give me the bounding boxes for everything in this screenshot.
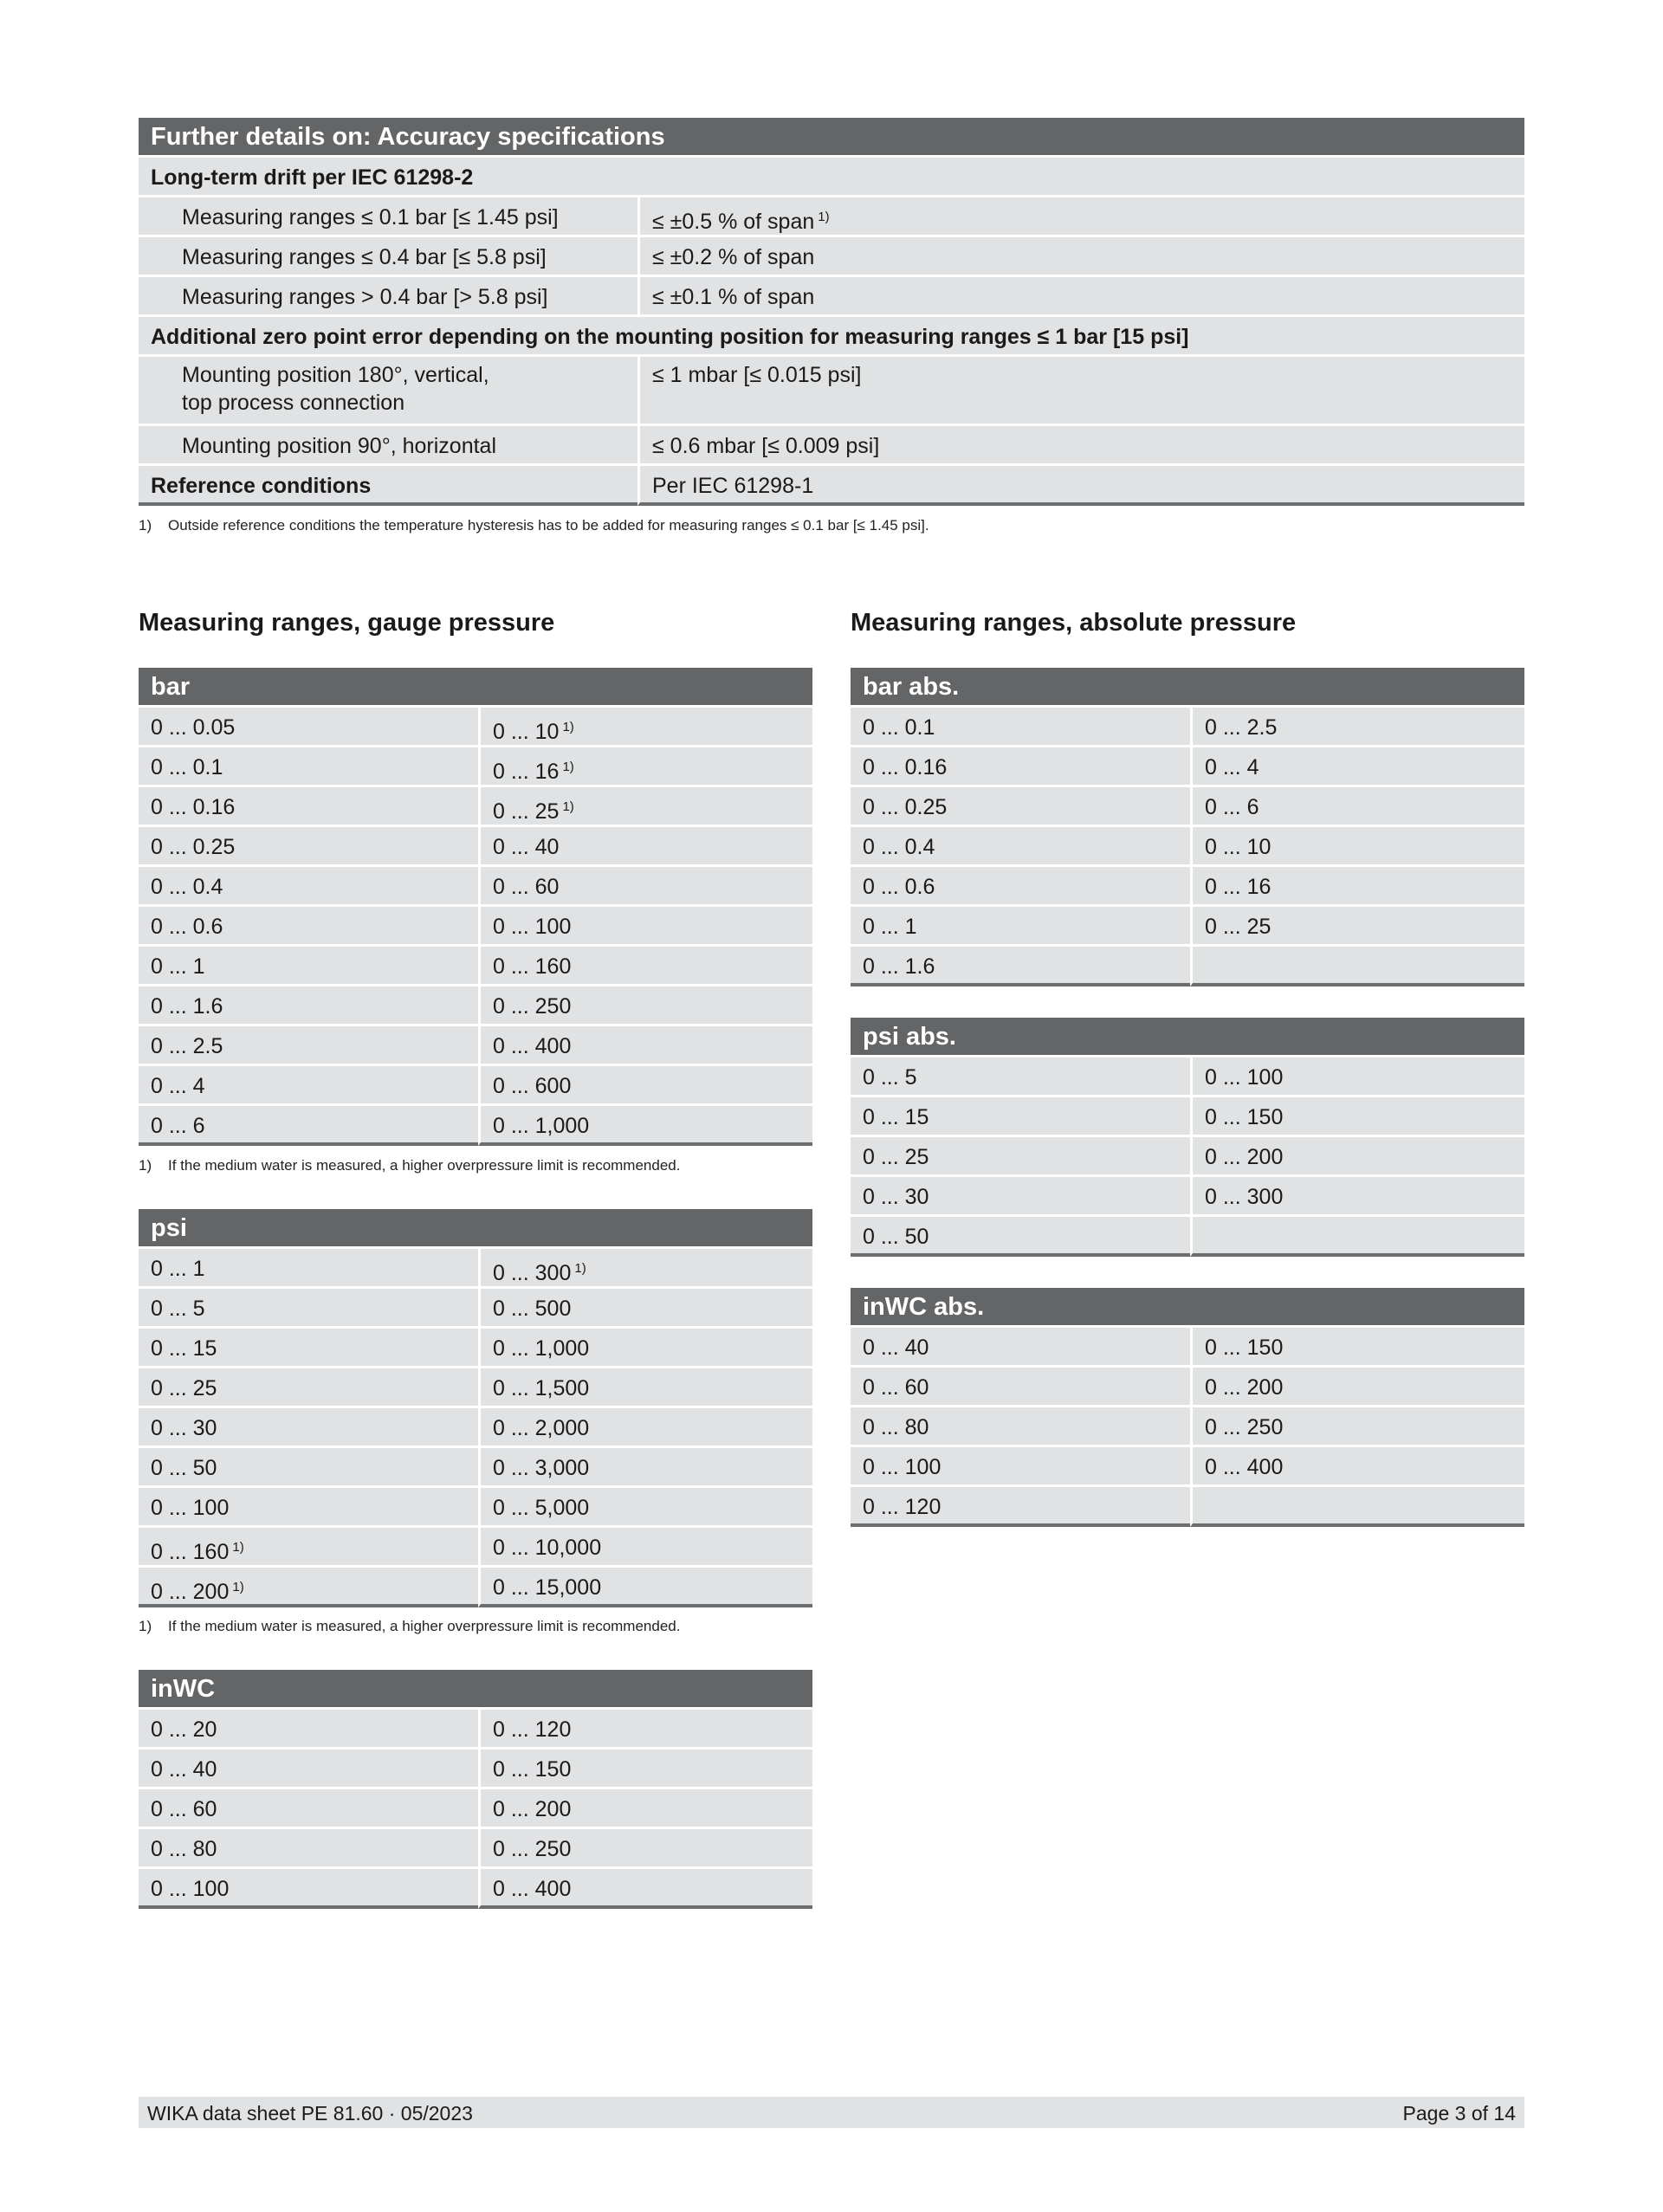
gauge-inwc-table [139,1670,812,1909]
cell-value: 0 ... 4 [1205,755,1259,779]
cell-value: 0 ... 600 [493,1074,572,1098]
cell-value: 0 ... 250 [493,994,572,1019]
table-cell [478,1866,812,1909]
table-row [139,1446,812,1485]
table-row [139,1565,812,1607]
table-cell [851,1174,1190,1214]
cell-value: 0 ... 10,000 [493,1536,602,1560]
zero-point-section-title: Additional zero point error depending on the mounting position for measuring ranges ≤ 1 bar [15 psi] [139,314,1524,354]
table-row [139,1366,812,1406]
cell-value: 0 ... 50 [863,1225,929,1249]
table-footnote [139,1157,680,1174]
accuracy-table-header: Further details on: Accuracy specifications [139,118,1524,155]
drift-row-label: Measuring ranges ≤ 0.4 bar [≤ 5.8 psi] [139,235,637,275]
footnote-text: If the medium water is measured, a higher overpressure limit is recommended. [168,1618,681,1634]
cell-value: 0 ... 300 [1205,1185,1284,1209]
table-cell [1190,785,1524,825]
cell-value: 0 ... 400 [493,1877,572,1901]
table-cell [478,705,812,745]
table-cell [1190,1365,1524,1405]
cell-value: 0 ... 0.16 [151,795,236,819]
table-cell [139,1707,478,1747]
table-cell [1190,944,1524,986]
cell-value: 0 ... 25 [151,1376,217,1400]
table-row [139,1827,812,1866]
table-cell [139,1326,478,1366]
table-cell [1190,864,1524,904]
absolute-psi-table [851,1018,1524,1257]
table-cell [139,785,478,825]
cell-value: 0 ... 60 [493,875,560,899]
table-row [139,1747,812,1787]
cell-value: 0 ... 25 [1205,915,1272,939]
table-row [139,1024,812,1064]
drift-row-label: Measuring ranges > 0.4 bar [> 5.8 psi] [139,275,637,314]
cell-value: 0 ... 120 [493,1717,572,1742]
table-cell [478,1326,812,1366]
table-header: bar abs. [851,668,1524,705]
absolute-bar-table [851,668,1524,986]
table-row [851,785,1524,825]
table-row [139,864,812,904]
table-cell [139,1024,478,1064]
table-row [139,825,812,864]
table-cell [1190,1095,1524,1135]
cell-value: 0 ... 1 [151,954,205,979]
table-cell [139,904,478,944]
table-cell [1190,1484,1524,1527]
table-cell [478,1565,812,1607]
footnote-ref: 1) [574,1261,586,1276]
table-row [851,1135,1524,1174]
table-cell [478,1103,812,1146]
gauge-bar-table [139,668,812,1146]
table-cell [139,944,478,984]
zero-point-label-line: Mounting position 90°, horizontal [139,424,637,463]
table-cell [1190,1135,1524,1174]
cell-value: 0 ... 0.6 [151,915,223,939]
table-row [851,904,1524,944]
table-cell [139,705,478,745]
cell-value: 0 ... 10 [493,720,560,744]
table-cell [851,705,1190,745]
reference-value: Per IEC 61298-1 [637,463,1524,506]
table-cell [478,1446,812,1485]
cell-value: 0 ... 6 [151,1114,205,1138]
table-row [851,745,1524,785]
cell-value: 0 ... 0.05 [151,715,236,740]
table-row [139,1866,812,1909]
footnote-ref: 1) [232,1580,244,1594]
cell-value: 0 ... 40 [493,835,560,859]
table-cell [478,1787,812,1827]
table-cell [851,904,1190,944]
table-header: psi abs. [851,1018,1524,1055]
cell-value: 0 ... 1.6 [151,994,223,1019]
table-cell [139,1525,478,1565]
table-cell [478,984,812,1024]
table-cell [1190,1214,1524,1257]
cell-value: 0 ... 5,000 [493,1496,590,1520]
table-cell [139,984,478,1024]
table-cell [1190,904,1524,944]
table-cell [1190,705,1524,745]
table-row [851,1174,1524,1214]
cell-value: 0 ... 160 [151,1540,230,1564]
table-cell [1190,745,1524,785]
table-cell [139,1866,478,1909]
cell-value: 0 ... 150 [1205,1336,1284,1360]
cell-value: 0 ... 25 [493,799,560,824]
table-row [851,1484,1524,1527]
table-row [851,1214,1524,1257]
table-row [851,1365,1524,1405]
cell-value: 0 ... 5 [151,1297,205,1321]
table-cell [139,1446,478,1485]
table-cell [139,1827,478,1866]
cell-value: 0 ... 4 [151,1074,205,1098]
cell-value: 0 ... 400 [1205,1455,1284,1479]
table-cell [139,1246,478,1286]
table-cell [851,864,1190,904]
table-cell [851,1365,1190,1405]
zero-point-value: ≤ 1 mbar [≤ 0.015 psi] [637,354,1524,424]
cell-value: 0 ... 25 [863,1145,929,1169]
table-row [139,1064,812,1103]
table-row [139,1326,812,1366]
table-cell [1190,825,1524,864]
table-cell [851,1325,1190,1365]
cell-value: 0 ... 3,000 [493,1456,590,1480]
cell-value: 0 ... 160 [493,954,572,979]
footnote-ref: 1) [232,1540,244,1555]
cell-value: 0 ... 100 [151,1877,230,1901]
table-header: inWC [139,1670,812,1707]
cell-value: 0 ... 80 [151,1837,217,1861]
accuracy-table [139,118,1524,506]
cell-value: 0 ... 30 [863,1185,929,1209]
table-cell [851,1095,1190,1135]
cell-value: 0 ... 16 [493,760,560,784]
cell-value: 0 ... 250 [493,1837,572,1861]
table-cell [139,1787,478,1827]
table-cell [478,745,812,785]
table-header: inWC abs. [851,1288,1524,1325]
table-cell [1190,1055,1524,1095]
footer-page-number: Page 3 of 14 [1402,2102,1516,2125]
cell-value: 0 ... 0.4 [151,875,223,899]
footnote-mark: 1) [139,1618,152,1634]
cell-value: 0 ... 1,000 [493,1114,590,1138]
table-row [851,1325,1524,1365]
gauge-section-title: Measuring ranges, gauge pressure [139,609,555,637]
cell-value: 0 ... 2.5 [151,1034,223,1058]
absolute-inwc-table [851,1288,1524,1527]
footnote-ref: 1) [562,760,574,774]
table-row [139,1525,812,1565]
cell-value: 0 ... 500 [493,1297,572,1321]
cell-value: 0 ... 80 [863,1415,929,1439]
zero-point-row [139,354,1524,424]
drift-row-label: Measuring ranges ≤ 0.1 bar [≤ 1.45 psi] [139,195,637,235]
footnote-ref: 1) [562,720,574,734]
table-cell [139,1565,478,1607]
reference-label: Reference conditions [139,463,637,506]
reference-row [139,463,1524,506]
cell-value: 0 ... 60 [863,1375,929,1400]
table-row [139,1406,812,1446]
table-cell [139,745,478,785]
table-row [851,1055,1524,1095]
table-cell [851,1055,1190,1095]
drift-row [139,195,1524,235]
drift-row [139,235,1524,275]
footnote-mark: 1) [139,1157,152,1174]
footnote-mark: 1) [139,517,152,534]
table-cell [851,1445,1190,1484]
cell-value: 0 ... 1 [151,1257,205,1281]
table-cell [851,825,1190,864]
table-row [139,1246,812,1286]
cell-value: 0 ... 2,000 [493,1416,590,1440]
cell-value: 0 ... 60 [151,1797,217,1821]
footnote-text: If the medium water is measured, a higher overpressure limit is recommended. [168,1157,681,1174]
cell-value: 0 ... 250 [1205,1415,1284,1439]
table-row [139,904,812,944]
table-cell [478,1406,812,1446]
cell-value: 0 ... 300 [493,1261,572,1285]
table-cell [139,864,478,904]
table-cell [478,1707,812,1747]
cell-value: 0 ... 0.1 [151,755,223,779]
table-footnote [139,1618,680,1635]
cell-value: 0 ... 10 [1205,835,1272,859]
cell-value: 0 ... 2.5 [1205,715,1278,740]
table-cell [139,1406,478,1446]
accuracy-footnote [139,517,929,534]
table-cell [1190,1405,1524,1445]
table-cell [139,1485,478,1525]
zero-point-row [139,424,1524,463]
cell-value: 0 ... 200 [151,1580,230,1604]
table-row [139,1485,812,1525]
cell-value: 0 ... 15 [151,1336,217,1361]
cell-value: 0 ... 100 [493,915,572,939]
table-row [139,1286,812,1326]
footnote-text: Outside reference conditions the temperature hysteresis has to be added for measuring ranges ≤ 0.1 bar [≤ 1.45 psi]. [168,517,929,534]
cell-value: 0 ... 0.6 [863,875,935,899]
table-row [851,944,1524,986]
table-cell [478,1827,812,1866]
cell-value: 0 ... 16 [1205,875,1272,899]
table-cell [478,1064,812,1103]
cell-value: 0 ... 0.4 [863,835,935,859]
table-cell [478,825,812,864]
table-cell [851,944,1190,986]
table-cell [478,944,812,984]
table-row [851,864,1524,904]
table-row [139,944,812,984]
cell-value: 0 ... 30 [151,1416,217,1440]
table-row [139,705,812,745]
table-cell [478,1366,812,1406]
cell-value: 0 ... 0.25 [151,835,236,859]
table-cell [1190,1174,1524,1214]
drift-row-value: ≤ ±0.5 % of span [652,210,815,234]
drift-row-value: ≤ ±0.1 % of span [637,275,1524,314]
table-row [851,1445,1524,1484]
table-cell [139,1064,478,1103]
cell-value: 0 ... 6 [1205,795,1259,819]
table-cell [139,1366,478,1406]
cell-value: 0 ... 150 [493,1757,572,1782]
table-cell [139,1747,478,1787]
table-cell [1190,1445,1524,1484]
cell-value: 0 ... 200 [493,1797,572,1821]
page-footer [139,2097,1524,2128]
absolute-section-title: Measuring ranges, absolute pressure [851,609,1297,637]
cell-value: 0 ... 40 [863,1336,929,1360]
table-cell [478,1286,812,1326]
table-cell [478,864,812,904]
footer-document-id: WIKA data sheet PE 81.60 · 05/2023 [147,2102,473,2125]
table-cell [478,904,812,944]
cell-value: 0 ... 0.1 [863,715,935,740]
cell-value: 0 ... 1,000 [493,1336,590,1361]
table-cell [139,825,478,864]
table-row [851,1095,1524,1135]
cell-value: 0 ... 20 [151,1717,217,1742]
footnote-ref: 1) [818,210,830,224]
table-cell [478,1525,812,1565]
table-row [851,1405,1524,1445]
table-header: psi [139,1209,812,1246]
footnote-ref: 1) [562,799,574,814]
cell-value: 0 ... 100 [151,1496,230,1520]
table-row [851,705,1524,745]
drift-section-title: Long-term drift per IEC 61298-2 [139,155,1524,195]
table-cell [139,1286,478,1326]
cell-value: 0 ... 100 [863,1455,942,1479]
zero-point-label-line: top process connection [182,391,405,415]
table-row [139,785,812,825]
cell-value: 0 ... 40 [151,1757,217,1782]
cell-value: 0 ... 15,000 [493,1575,602,1600]
table-row [851,825,1524,864]
cell-value: 0 ... 120 [863,1495,942,1519]
gauge-psi-table [139,1209,812,1607]
table-cell [478,785,812,825]
drift-row [139,275,1524,314]
table-row [139,1787,812,1827]
table-row [139,1707,812,1747]
table-cell [851,1405,1190,1445]
table-cell [139,1103,478,1146]
table-cell [851,1135,1190,1174]
zero-point-label-line: Mounting position 180°, vertical, [182,363,489,387]
cell-value: 0 ... 1.6 [863,954,935,979]
zero-point-value: ≤ 0.6 mbar [≤ 0.009 psi] [637,424,1524,463]
cell-value: 0 ... 5 [863,1065,917,1090]
table-cell [478,1485,812,1525]
cell-value: 0 ... 200 [1205,1145,1284,1169]
table-cell [478,1024,812,1064]
table-cell [851,785,1190,825]
cell-value: 0 ... 1,500 [493,1376,590,1400]
cell-value: 0 ... 50 [151,1456,217,1480]
table-cell [1190,1325,1524,1365]
table-cell [851,1484,1190,1527]
cell-value: 0 ... 1 [863,915,917,939]
table-header: bar [139,668,812,705]
cell-value: 0 ... 150 [1205,1105,1284,1129]
table-row [139,1103,812,1146]
table-cell [851,1214,1190,1257]
cell-value: 0 ... 200 [1205,1375,1284,1400]
cell-value: 0 ... 0.25 [863,795,948,819]
cell-value: 0 ... 100 [1205,1065,1284,1090]
cell-value: 0 ... 0.16 [863,755,948,779]
cell-value: 0 ... 15 [863,1105,929,1129]
table-cell [478,1246,812,1286]
table-row [139,745,812,785]
cell-value: 0 ... 400 [493,1034,572,1058]
table-cell [851,745,1190,785]
table-row [139,984,812,1024]
table-cell [478,1747,812,1787]
drift-row-value: ≤ ±0.2 % of span [637,235,1524,275]
